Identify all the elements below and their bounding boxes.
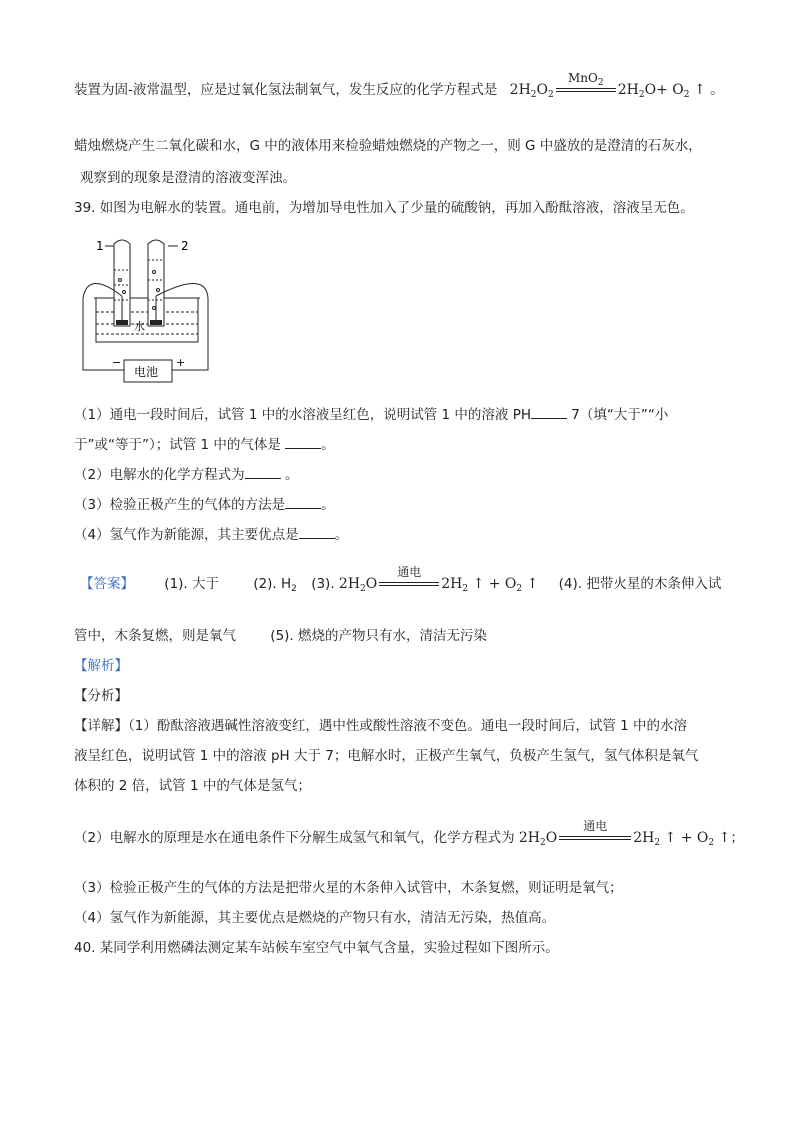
analysis-detail-line5: （3）检验正极产生的气体的方法是把带火星的木条伸入试管中，木条复燃，则证明是氧气； bbox=[74, 880, 623, 896]
text-line bbox=[74, 71, 725, 105]
answer-blank bbox=[299, 524, 335, 539]
analysis-detail-line6: （4）氢气作为新能源，其主要优点是燃烧的产物只有水，清洁无污染，热值高。 bbox=[74, 910, 556, 926]
equation-h2o2: $2H_2O_2$ MnO$_2$ $2H_2O+ O_2$ ↑ 。 bbox=[509, 71, 725, 100]
question-39-part1-cont: 于”或“等于”）；试管 1 中的气体是 。 bbox=[74, 434, 335, 455]
tube-label-2: 2 bbox=[181, 239, 189, 253]
question-39-part3: （3）检验正极产生的气体的方法是 。 bbox=[74, 494, 335, 515]
analysis-fenxi: 【分析】 bbox=[74, 688, 128, 704]
battery-minus-label: − bbox=[112, 356, 122, 369]
text-line: 蜡烛燃烧产生二氧化碳和水，G 中的液体用来检验蜡烛燃烧的产物之一，则 G 中盛放的是澄清的石灰水， bbox=[74, 138, 702, 154]
question-39-part2: （2）电解水的化学方程式为 。 bbox=[74, 464, 298, 485]
answer-blank bbox=[531, 404, 567, 419]
question-39-part1: （1）通电一段时间后，试管 1 中的水溶液呈红色，说明试管 1 中的溶液 PH 7（填“大于”“小 bbox=[74, 404, 668, 425]
electrolysis-apparatus-figure bbox=[78, 230, 218, 390]
question-40-stem: 40. 某同学利用燃磷法测定某车站候车室空气中氧气含量，实验过程如下图所示。 bbox=[74, 940, 559, 956]
answer-line-cont: 管中，木条复燃，则是氧气 (5). 燃烧的产物只有水，清洁无污染 bbox=[74, 628, 488, 644]
analysis-detail-line2: 液呈红色，说明试管 1 中的溶液 pH 大于 7；电解水时，正极产生氧气，负极产生氢气，氢气体积是氧气 bbox=[74, 748, 699, 764]
analysis-detail-line4: （2）电解水的原理是水在通电条件下分解生成氢气和氧气，化学方程式为 $2H_2O$ 通电 $2H_2$ ↑ + $O_2$ ↑； bbox=[74, 819, 744, 848]
equation-electrolysis-analysis: $2H_2O$ 通电 $2H_2$ ↑ + $O_2$ ↑ bbox=[518, 819, 731, 848]
analysis-tag: 【解析】 bbox=[74, 658, 128, 674]
answer-blank bbox=[285, 434, 321, 449]
battery-label: 电池 bbox=[134, 365, 159, 379]
tube-label-1: 1 bbox=[96, 239, 104, 253]
question-39-part4: （4）氢气作为新能源，其主要优点是 。 bbox=[74, 524, 348, 545]
water-label: 水 bbox=[134, 320, 145, 333]
answer-blank bbox=[245, 464, 281, 479]
equation-electrolysis-answer: $2H_2O$ 通电 $2H_2$ ↑ + $O_2$ ↑ bbox=[338, 565, 539, 594]
text-line: 观察到的现象是澄清的溶液变浑浊。 bbox=[80, 170, 296, 186]
analysis-detail-line3: 体积的 2 倍，试管 1 中的气体是氢气； bbox=[74, 778, 311, 794]
question-39-stem: 39. 如图为电解水的装置。通电前，为增加导电性加入了少量的硫酸钠，再加入酚酞溶液，溶液呈无色。 bbox=[74, 200, 694, 216]
analysis-detail-line1: 【详解】（1）酚酞溶液遇碱性溶液变红，遇中性或酸性溶液不变色。通电一段时间后，试管 1 中的水溶 bbox=[74, 718, 688, 734]
paragraph-text: 装置为固-液常温型，应是过氧化氢法制氧气，发生反应的化学方程式是 bbox=[74, 82, 498, 98]
answer-blank bbox=[285, 494, 321, 509]
answer-tag: 【答案】 bbox=[80, 576, 134, 592]
battery-plus-label: + bbox=[176, 356, 186, 369]
answer-line: 【答案】 (1). 大于 (2). $H_2$ (3). $2H_2O$ 通电 $2H_2$ ↑ + $O_2$ ↑ (4). 把带火星的木条伸入试 bbox=[80, 565, 722, 594]
